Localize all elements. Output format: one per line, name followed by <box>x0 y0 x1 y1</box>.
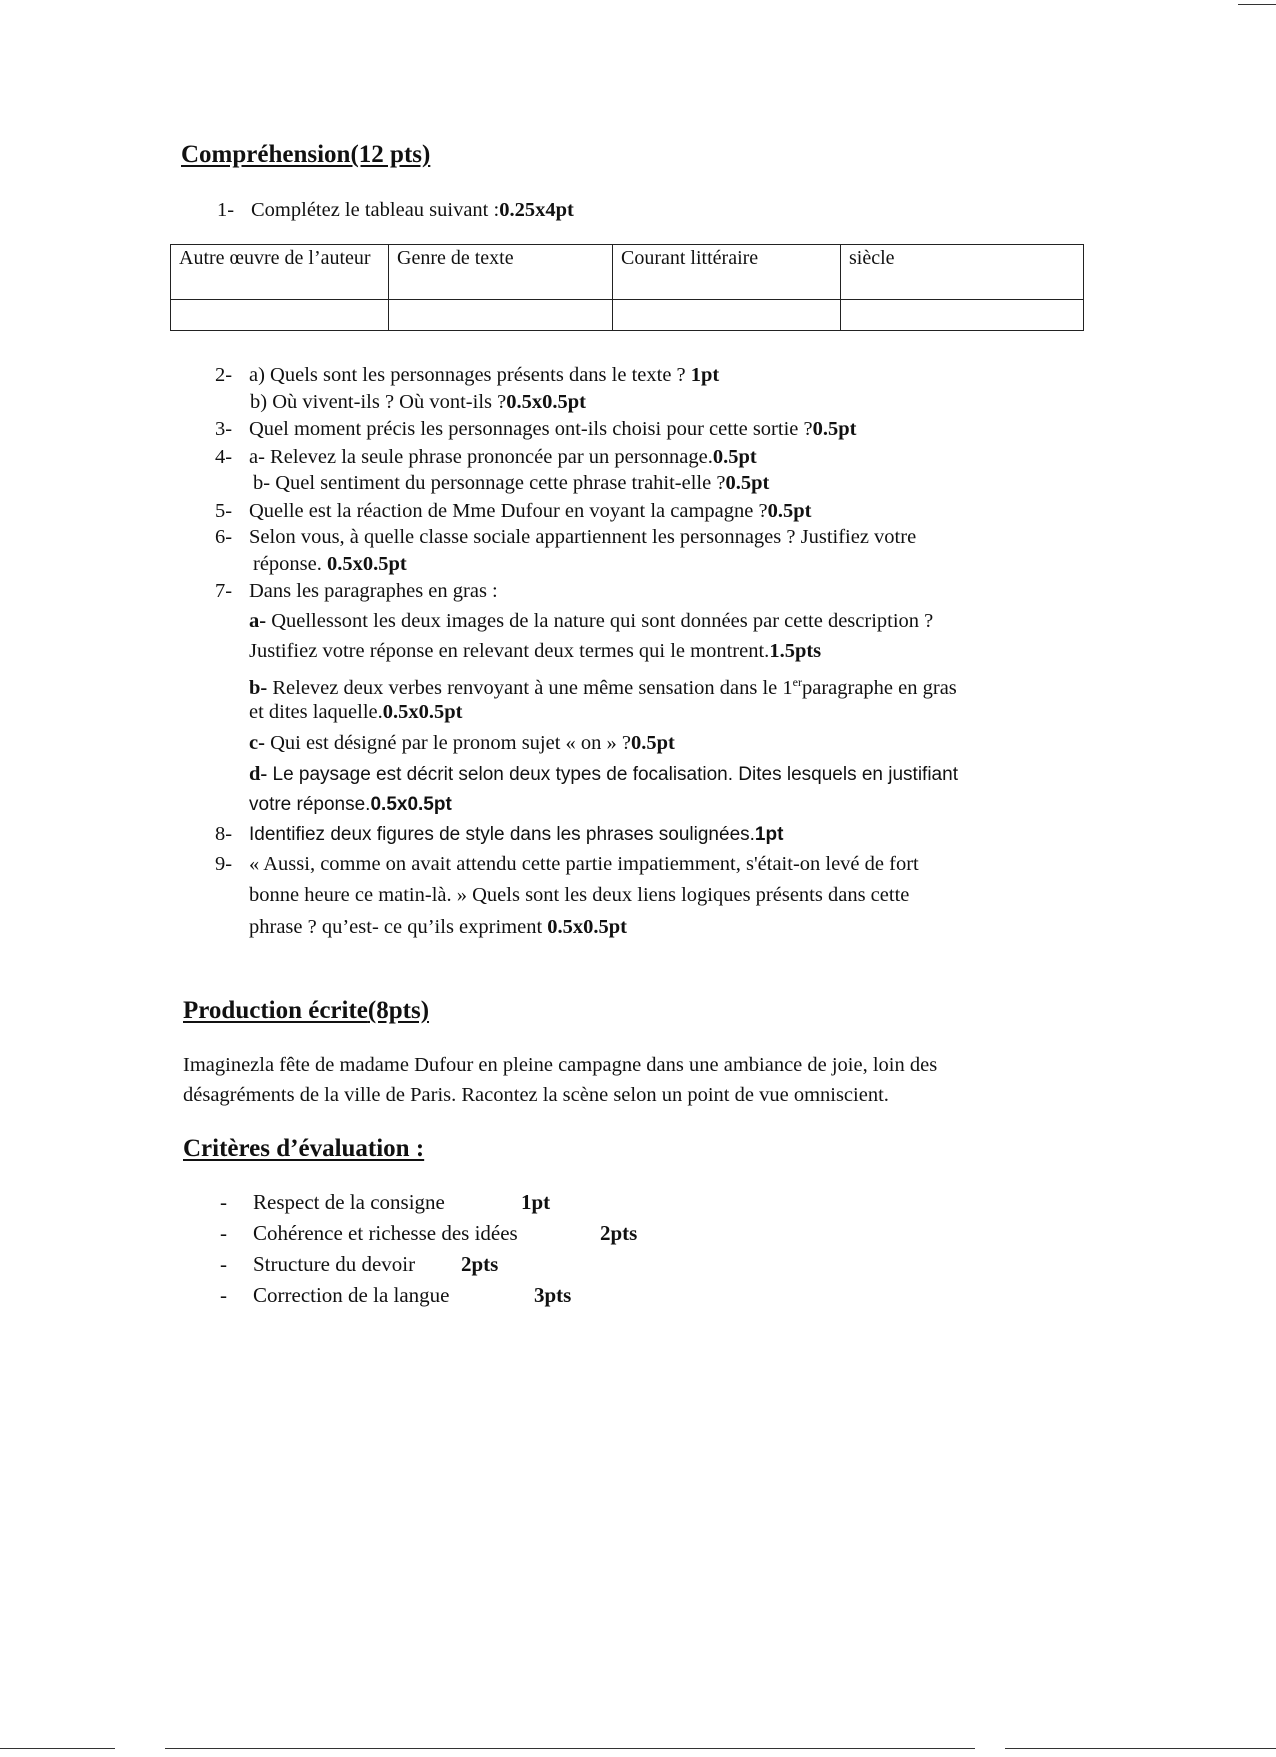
table-answer-cell[interactable] <box>389 300 613 331</box>
criteria-points: 2pts <box>600 1221 638 1245</box>
question-text: a) Quels sont les personnages présents dans le texte ? <box>249 364 691 386</box>
criteria-bullet: - <box>220 1190 227 1214</box>
criteria-bullet: - <box>220 1221 227 1245</box>
question-7d <box>249 759 958 790</box>
table-answer-cell[interactable] <box>613 300 841 331</box>
question-text: paragraphe en gras <box>801 676 957 699</box>
question-text: Dans les paragraphes en gras : <box>249 580 498 602</box>
production-title: Production écrite <box>183 997 368 1024</box>
question-points: 0.5x0.5pt <box>327 553 407 575</box>
question-points: 0.5pt <box>767 500 812 522</box>
question-number: 2- <box>215 364 233 386</box>
question-points: 0.5x0.5pt <box>370 794 452 815</box>
question-text: Quelle est la réaction de Mme Dufour en voyant la campagne ? <box>249 500 768 522</box>
table-answer-cell[interactable] <box>171 300 389 331</box>
question-text: Justifiez votre réponse en relevant deux termes qui le montrent. <box>249 640 770 662</box>
question-2 <box>215 360 720 390</box>
production-heading <box>183 997 429 1025</box>
criteria-label: Structure du devoir <box>253 1252 416 1276</box>
question-text: b) Où vivent-ils ? Où vont-ils ? <box>250 391 507 413</box>
table-header-cell: Autre œuvre de l’auteur <box>171 245 389 300</box>
question-number: 5- <box>215 500 233 522</box>
question-4 <box>215 442 757 472</box>
question-text: Selon vous, à quelle classe sociale appartiennent les personnages ? Justifiez votre <box>249 526 917 548</box>
scan-edge-line <box>1005 1748 1276 1749</box>
table-header-cell: Genre de texte <box>389 245 613 300</box>
question-9 <box>215 849 919 879</box>
question-points: 0.5x0.5pt <box>506 391 586 413</box>
question-9-cont2 <box>249 912 627 942</box>
question-7b-cont <box>249 697 463 727</box>
scan-edge-line <box>1238 4 1276 5</box>
question-points: 1pt <box>754 824 784 845</box>
question-number: 1- <box>217 199 235 221</box>
question-text: b- Quel sentiment du personnage cette phrase trahit-elle ? <box>253 472 726 494</box>
criteria-heading: Critères d’évaluation : <box>183 1135 425 1162</box>
production-prompt-line-2: désagréments de la ville de Paris. Racontez la scène selon un point de vue omniscient. <box>183 1084 889 1106</box>
sub-question-label: a- <box>249 610 267 632</box>
scan-edge-line <box>165 1748 975 1749</box>
question-points: 0.5x0.5pt <box>382 701 463 723</box>
question-text: a- Relevez la seule phrase prononcée par un personnage. <box>249 446 713 468</box>
criteria-bullet: - <box>220 1252 227 1276</box>
question-text: réponse. <box>253 553 328 575</box>
question-number: 8- <box>215 823 233 845</box>
question-number: 7- <box>215 580 233 602</box>
question-8 <box>215 819 784 849</box>
sub-question-label: d- <box>249 763 268 785</box>
question-7 <box>215 576 498 606</box>
question-text: Quellessont les deux images de la nature qui sont données par cette description ? <box>266 610 934 632</box>
table-header-cell: Courant littéraire <box>613 245 841 300</box>
question-4b <box>253 468 769 498</box>
table-header-row <box>171 245 1084 300</box>
table-answer-row <box>171 300 1084 331</box>
question-number: 3- <box>215 418 233 440</box>
question-text: Quel moment précis les personnages ont-ils choisi pour cette sortie ? <box>249 418 813 440</box>
criteria-points: 3pts <box>534 1283 572 1307</box>
question-7d-cont <box>249 789 452 820</box>
sub-question-label: b- <box>249 676 268 699</box>
question-1 <box>217 195 574 225</box>
question-text: et dites laquelle. <box>249 701 383 723</box>
question-text: Relevez deux verbes renvoyant à une même sensation dans le 1 <box>267 676 793 699</box>
criteria-label: Respect de la consigne <box>253 1190 445 1214</box>
question-points: 0.5pt <box>631 732 675 754</box>
comprehension-points: (12 pts) <box>350 141 431 168</box>
question-text: Identifiez deux figures de style dans les phrases soulignées. <box>249 824 755 845</box>
question-7c <box>249 728 675 758</box>
question-points: 1.5pts <box>769 640 822 662</box>
question-6 <box>215 522 917 552</box>
question-text: Le paysage est décrit selon deux types de focalisation. Dites lesquels en justifiant <box>267 764 958 785</box>
superscript: er <box>792 675 802 689</box>
question-text: votre réponse. <box>249 794 371 815</box>
criteria-bullet: - <box>220 1283 227 1307</box>
question-text: Qui est désigné par le pronom sujet « on » ? <box>264 732 632 754</box>
sub-question-label: c- <box>249 732 265 754</box>
question-9-cont <box>249 880 909 910</box>
table-answer-cell[interactable] <box>841 300 1084 331</box>
question-7a-cont <box>249 636 821 666</box>
question-points: 0.5x0.5pt <box>547 916 628 938</box>
criteria-points: 2pts <box>461 1252 499 1276</box>
question-3 <box>215 414 857 444</box>
question-2b <box>250 387 586 417</box>
table-header-cell: siècle <box>841 245 1084 300</box>
scan-edge-line <box>0 1748 115 1749</box>
question-points: 0.5pt <box>712 446 757 468</box>
question-text: bonne heure ce matin-là. » Quels sont les deux liens logiques présents dans cette <box>249 884 910 906</box>
criteria-points: 1pt <box>521 1190 551 1214</box>
question-points: 0.25x4pt <box>499 199 574 221</box>
comprehension-heading <box>181 141 430 169</box>
question-text: Complétez le tableau suivant : <box>251 199 500 221</box>
question-number: 6- <box>215 526 233 548</box>
criteria-label: Cohérence et richesse des idées <box>253 1221 518 1245</box>
comprehension-title: Compréhension <box>181 141 351 168</box>
question-number: 9- <box>215 853 233 875</box>
question-points: 0.5pt <box>812 418 857 440</box>
criteria-label: Correction de la langue <box>253 1283 450 1307</box>
question-number: 4- <box>215 446 233 468</box>
question-text: phrase ? qu’est- ce qu’ils expriment <box>249 916 548 938</box>
question-7a <box>249 606 933 636</box>
question-points: 1pt <box>690 364 720 386</box>
question-6-cont <box>253 549 407 579</box>
question-points: 0.5pt <box>725 472 770 494</box>
info-table <box>170 244 1084 331</box>
production-points: (8pts) <box>367 997 430 1024</box>
production-prompt-line-1: Imaginezla fête de madame Dufour en pleine campagne dans une ambiance de joie, loin des <box>183 1054 938 1076</box>
question-text: « Aussi, comme on avait attendu cette partie impatiemment, s'était-on levé de fort <box>249 853 919 875</box>
